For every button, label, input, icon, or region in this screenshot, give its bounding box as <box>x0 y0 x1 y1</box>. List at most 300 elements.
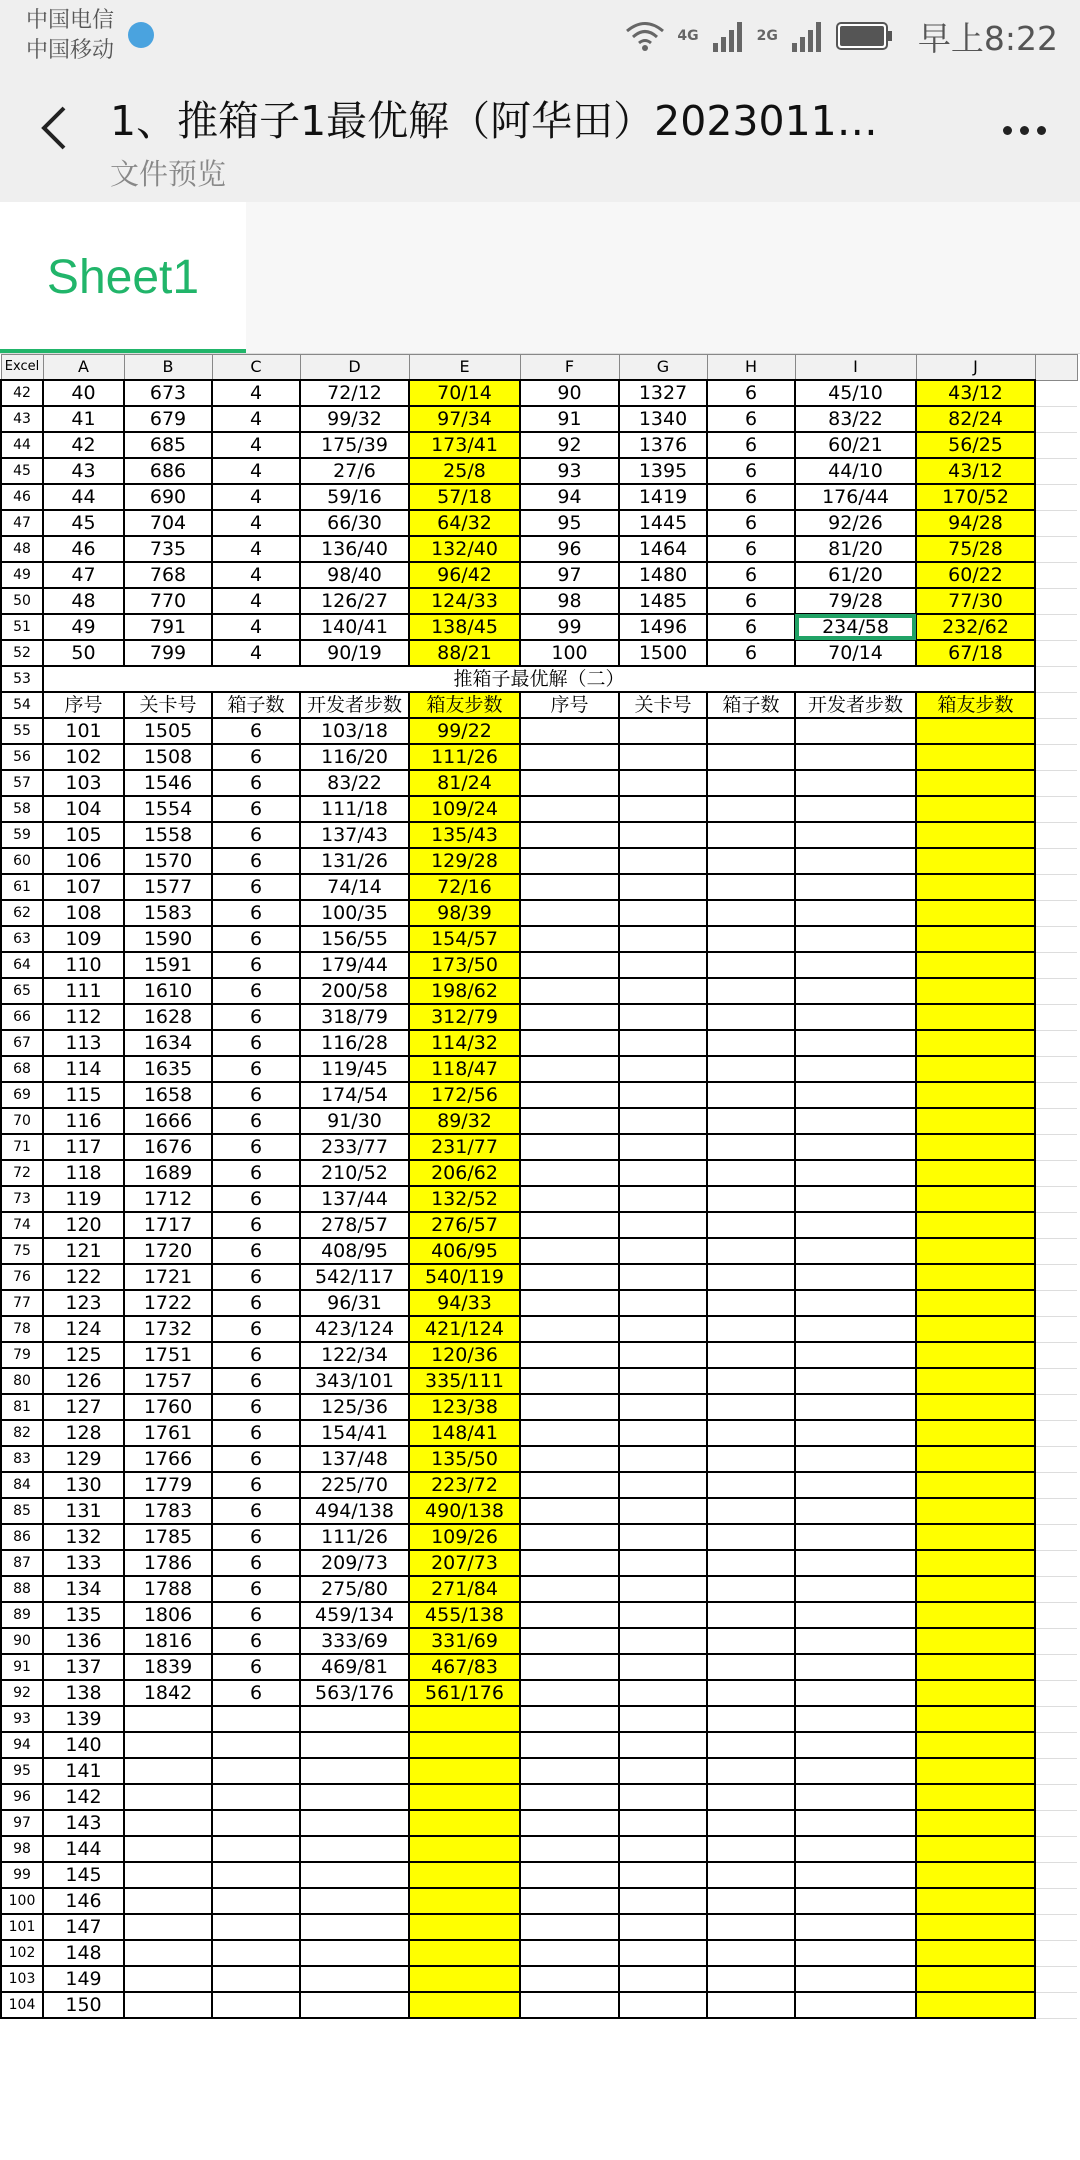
cell[interactable] <box>707 1342 795 1368</box>
cell[interactable] <box>795 1836 916 1862</box>
overflow-cell[interactable] <box>1035 1706 1077 1732</box>
cell[interactable] <box>916 796 1035 822</box>
cell[interactable]: 98/40 <box>300 562 409 588</box>
cell[interactable]: 111/18 <box>300 796 409 822</box>
row-header[interactable]: 49 <box>1 562 43 588</box>
cell[interactable] <box>409 1914 520 1940</box>
cell[interactable]: 673 <box>124 380 212 406</box>
cell[interactable]: 134 <box>43 1576 124 1602</box>
cell[interactable] <box>619 1082 707 1108</box>
column-header-e[interactable]: E <box>409 355 520 381</box>
cell[interactable]: 103 <box>43 770 124 796</box>
cell[interactable]: 119/45 <box>300 1056 409 1082</box>
cell[interactable] <box>124 1732 212 1758</box>
row-header[interactable]: 76 <box>1 1264 43 1290</box>
cell[interactable]: 128 <box>43 1420 124 1446</box>
cell[interactable] <box>520 1498 619 1524</box>
cell[interactable]: 6 <box>212 1628 300 1654</box>
cell[interactable]: 72/12 <box>300 380 409 406</box>
cell[interactable]: 125/36 <box>300 1394 409 1420</box>
cell[interactable] <box>707 848 795 874</box>
section-title-cell[interactable]: 推箱子最优解（二） <box>43 666 1035 692</box>
cell[interactable]: 1722 <box>124 1290 212 1316</box>
cell[interactable]: 131 <box>43 1498 124 1524</box>
cell[interactable]: 179/44 <box>300 952 409 978</box>
cell[interactable]: 1732 <box>124 1316 212 1342</box>
cell[interactable] <box>619 952 707 978</box>
cell[interactable]: 94/33 <box>409 1290 520 1316</box>
cell[interactable] <box>916 1940 1035 1966</box>
cell[interactable] <box>520 1966 619 1992</box>
cell[interactable]: 4 <box>212 380 300 406</box>
cell[interactable] <box>619 1628 707 1654</box>
cell[interactable] <box>916 1758 1035 1784</box>
cell[interactable] <box>916 1342 1035 1368</box>
cell[interactable]: 70/14 <box>409 380 520 406</box>
cell[interactable]: 116 <box>43 1108 124 1134</box>
cell[interactable] <box>619 718 707 744</box>
cell[interactable]: 6 <box>707 510 795 536</box>
cell[interactable]: 90 <box>520 380 619 406</box>
cell[interactable] <box>619 796 707 822</box>
cell[interactable]: 1628 <box>124 1004 212 1030</box>
cell[interactable]: 131/26 <box>300 848 409 874</box>
cell[interactable] <box>795 1186 916 1212</box>
cell[interactable] <box>409 1940 520 1966</box>
cell[interactable]: 48 <box>43 588 124 614</box>
cell[interactable] <box>124 1810 212 1836</box>
cell[interactable]: 1610 <box>124 978 212 1004</box>
cell[interactable] <box>619 848 707 874</box>
cell[interactable] <box>795 1368 916 1394</box>
cell[interactable] <box>520 1862 619 1888</box>
overflow-cell[interactable] <box>1035 1134 1077 1160</box>
cell[interactable] <box>707 1836 795 1862</box>
cell[interactable] <box>916 1784 1035 1810</box>
cell[interactable] <box>795 1784 916 1810</box>
cell[interactable]: 1634 <box>124 1030 212 1056</box>
cell[interactable] <box>795 1316 916 1342</box>
cell[interactable]: 4 <box>212 536 300 562</box>
row-header[interactable]: 103 <box>1 1966 43 1992</box>
cell[interactable]: 序号 <box>520 692 619 718</box>
cell[interactable]: 1546 <box>124 770 212 796</box>
cell[interactable] <box>619 770 707 796</box>
cell[interactable] <box>795 1628 916 1654</box>
row-header[interactable]: 82 <box>1 1420 43 1446</box>
cell[interactable] <box>619 1212 707 1238</box>
cell[interactable]: 685 <box>124 432 212 458</box>
overflow-cell[interactable] <box>1035 614 1077 640</box>
cell[interactable] <box>520 1290 619 1316</box>
cell[interactable]: 1590 <box>124 926 212 952</box>
cell[interactable]: 104 <box>43 796 124 822</box>
cell[interactable]: 124 <box>43 1316 124 1342</box>
cell[interactable] <box>795 1992 916 2018</box>
cell[interactable]: 96 <box>520 536 619 562</box>
cell[interactable]: 198/62 <box>409 978 520 1004</box>
cell[interactable]: 135/50 <box>409 1446 520 1472</box>
cell[interactable] <box>707 1810 795 1836</box>
row-header[interactable]: 93 <box>1 1706 43 1732</box>
cell[interactable]: 141 <box>43 1758 124 1784</box>
cell[interactable]: 1806 <box>124 1602 212 1628</box>
overflow-cell[interactable] <box>1035 1888 1077 1914</box>
cell[interactable]: 61/20 <box>795 562 916 588</box>
cell[interactable] <box>409 1758 520 1784</box>
cell[interactable] <box>795 1732 916 1758</box>
cell[interactable] <box>916 1576 1035 1602</box>
cell[interactable]: 1340 <box>619 406 707 432</box>
cell[interactable]: 333/69 <box>300 1628 409 1654</box>
cell[interactable]: 735 <box>124 536 212 562</box>
cell[interactable]: 81/20 <box>795 536 916 562</box>
cell[interactable]: 97/34 <box>409 406 520 432</box>
cell[interactable]: 1395 <box>619 458 707 484</box>
cell[interactable] <box>707 1472 795 1498</box>
cell[interactable]: 6 <box>212 900 300 926</box>
cell[interactable] <box>795 1680 916 1706</box>
cell[interactable]: 209/73 <box>300 1550 409 1576</box>
cell[interactable]: 122 <box>43 1264 124 1290</box>
cell[interactable]: 135/43 <box>409 822 520 848</box>
cell[interactable]: 箱子数 <box>212 692 300 718</box>
cell[interactable] <box>124 1914 212 1940</box>
cell[interactable] <box>916 1108 1035 1134</box>
overflow-cell[interactable] <box>1035 1056 1077 1082</box>
row-header[interactable]: 88 <box>1 1576 43 1602</box>
row-header[interactable]: 64 <box>1 952 43 978</box>
overflow-cell[interactable] <box>1035 796 1077 822</box>
cell[interactable]: 109/24 <box>409 796 520 822</box>
cell[interactable] <box>619 1602 707 1628</box>
cell[interactable]: 138 <box>43 1680 124 1706</box>
cell[interactable] <box>707 1316 795 1342</box>
cell[interactable]: 704 <box>124 510 212 536</box>
cell[interactable]: 111 <box>43 978 124 1004</box>
row-header[interactable]: 97 <box>1 1810 43 1836</box>
cell[interactable]: 1500 <box>619 640 707 666</box>
column-header-a[interactable]: A <box>43 355 124 381</box>
cell[interactable]: 6 <box>212 1108 300 1134</box>
cell[interactable]: 27/6 <box>300 458 409 484</box>
row-header[interactable]: 77 <box>1 1290 43 1316</box>
overflow-cell[interactable] <box>1035 822 1077 848</box>
cell[interactable]: 1570 <box>124 848 212 874</box>
overflow-cell[interactable] <box>1035 1342 1077 1368</box>
overflow-cell[interactable] <box>1035 692 1077 718</box>
cell[interactable]: 6 <box>212 1680 300 1706</box>
cell[interactable]: 6 <box>707 588 795 614</box>
cell[interactable] <box>619 1160 707 1186</box>
cell[interactable]: 118/47 <box>409 1056 520 1082</box>
cell[interactable]: 91/30 <box>300 1108 409 1134</box>
cell[interactable] <box>619 1030 707 1056</box>
cell[interactable] <box>795 1654 916 1680</box>
cell[interactable] <box>619 1680 707 1706</box>
cell[interactable]: 56/25 <box>916 432 1035 458</box>
row-header[interactable]: 81 <box>1 1394 43 1420</box>
cell[interactable] <box>707 926 795 952</box>
cell[interactable] <box>520 744 619 770</box>
cell[interactable] <box>916 822 1035 848</box>
cell[interactable]: 6 <box>212 926 300 952</box>
more-options-icon[interactable] <box>1003 126 1046 135</box>
cell[interactable] <box>619 822 707 848</box>
cell[interactable]: 6 <box>212 1030 300 1056</box>
cell[interactable]: 79/28 <box>795 588 916 614</box>
cell[interactable]: 768 <box>124 562 212 588</box>
cell[interactable]: 132 <box>43 1524 124 1550</box>
cell[interactable]: 97 <box>520 562 619 588</box>
cell[interactable]: 1786 <box>124 1550 212 1576</box>
cell[interactable]: 455/138 <box>409 1602 520 1628</box>
cell[interactable] <box>619 926 707 952</box>
cell[interactable] <box>520 1602 619 1628</box>
cell[interactable] <box>795 952 916 978</box>
row-header[interactable]: 48 <box>1 536 43 562</box>
cell[interactable] <box>795 1290 916 1316</box>
cell[interactable] <box>916 1888 1035 1914</box>
cell[interactable]: 119 <box>43 1186 124 1212</box>
cell[interactable]: 406/95 <box>409 1238 520 1264</box>
cell[interactable] <box>707 1576 795 1602</box>
cell[interactable]: 175/39 <box>300 432 409 458</box>
cell[interactable] <box>707 1888 795 1914</box>
cell[interactable]: 6 <box>212 1316 300 1342</box>
cell[interactable]: 83/22 <box>300 770 409 796</box>
overflow-cell[interactable] <box>1035 1160 1077 1186</box>
cell[interactable] <box>916 1186 1035 1212</box>
cell[interactable] <box>795 796 916 822</box>
cell[interactable] <box>916 1030 1035 1056</box>
cell[interactable]: 42 <box>43 432 124 458</box>
cell[interactable]: 233/77 <box>300 1134 409 1160</box>
cell[interactable] <box>707 1654 795 1680</box>
row-header[interactable]: 59 <box>1 822 43 848</box>
overflow-cell[interactable] <box>1035 744 1077 770</box>
cell[interactable]: 111/26 <box>409 744 520 770</box>
cell[interactable] <box>300 1706 409 1732</box>
row-header[interactable]: 58 <box>1 796 43 822</box>
cell[interactable]: 67/18 <box>916 640 1035 666</box>
cell[interactable] <box>619 1290 707 1316</box>
cell[interactable] <box>520 1576 619 1602</box>
cell[interactable] <box>795 1004 916 1030</box>
cell[interactable]: 126/27 <box>300 588 409 614</box>
cell[interactable]: 4 <box>212 614 300 640</box>
cell[interactable]: 64/32 <box>409 510 520 536</box>
cell[interactable] <box>707 900 795 926</box>
cell[interactable] <box>520 1212 619 1238</box>
cell[interactable]: 6 <box>212 822 300 848</box>
cell[interactable]: 6 <box>707 432 795 458</box>
cell[interactable]: 105 <box>43 822 124 848</box>
row-header[interactable]: 53 <box>1 666 43 692</box>
cell[interactable]: 136 <box>43 1628 124 1654</box>
cell[interactable] <box>916 744 1035 770</box>
cell[interactable] <box>619 1888 707 1914</box>
cell[interactable]: 490/138 <box>409 1498 520 1524</box>
cell[interactable]: 44 <box>43 484 124 510</box>
column-header-j[interactable]: J <box>916 355 1035 381</box>
cell[interactable] <box>520 1264 619 1290</box>
cell[interactable] <box>300 1810 409 1836</box>
cell[interactable] <box>916 1550 1035 1576</box>
cell[interactable]: 98/39 <box>409 900 520 926</box>
cell[interactable] <box>916 1680 1035 1706</box>
cell[interactable]: 540/119 <box>409 1264 520 1290</box>
cell[interactable]: 箱子数 <box>707 692 795 718</box>
cell[interactable] <box>520 1420 619 1446</box>
cell[interactable]: 148 <box>43 1940 124 1966</box>
cell[interactable]: 561/176 <box>409 1680 520 1706</box>
cell[interactable]: 231/77 <box>409 1134 520 1160</box>
row-header[interactable]: 51 <box>1 614 43 640</box>
row-header[interactable]: 67 <box>1 1030 43 1056</box>
cell[interactable] <box>520 1342 619 1368</box>
cell[interactable]: 132/40 <box>409 536 520 562</box>
cell[interactable]: 6 <box>212 1160 300 1186</box>
cell[interactable]: 132/52 <box>409 1186 520 1212</box>
cell[interactable] <box>707 1550 795 1576</box>
row-header[interactable]: 91 <box>1 1654 43 1680</box>
cell[interactable] <box>916 1914 1035 1940</box>
cell[interactable] <box>520 1628 619 1654</box>
cell[interactable] <box>707 1992 795 2018</box>
cell[interactable]: 140/41 <box>300 614 409 640</box>
cell[interactable] <box>916 1316 1035 1342</box>
cell[interactable]: 1757 <box>124 1368 212 1394</box>
cell[interactable]: 44/10 <box>795 458 916 484</box>
cell[interactable]: 102 <box>43 744 124 770</box>
cell[interactable] <box>212 1940 300 1966</box>
cell[interactable] <box>795 1108 916 1134</box>
cell[interactable]: 129 <box>43 1446 124 1472</box>
cell[interactable]: 46 <box>43 536 124 562</box>
row-header[interactable]: 54 <box>1 692 43 718</box>
cell[interactable]: 6 <box>212 1056 300 1082</box>
row-header[interactable]: 94 <box>1 1732 43 1758</box>
cell[interactable]: 114/32 <box>409 1030 520 1056</box>
cell[interactable]: 123/38 <box>409 1394 520 1420</box>
cell[interactable]: 176/44 <box>795 484 916 510</box>
cell[interactable]: 1496 <box>619 614 707 640</box>
cell[interactable] <box>619 1966 707 1992</box>
cell[interactable]: 172/56 <box>409 1082 520 1108</box>
cell[interactable] <box>916 1394 1035 1420</box>
cell[interactable]: 43/12 <box>916 458 1035 484</box>
column-header-h[interactable]: H <box>707 355 795 381</box>
cell[interactable] <box>916 978 1035 1004</box>
cell[interactable]: 关卡号 <box>619 692 707 718</box>
cell[interactable]: 147 <box>43 1914 124 1940</box>
cell[interactable]: 173/41 <box>409 432 520 458</box>
cell[interactable] <box>795 1524 916 1550</box>
cell[interactable]: 1689 <box>124 1160 212 1186</box>
cell[interactable]: 146 <box>43 1888 124 1914</box>
row-header[interactable]: 74 <box>1 1212 43 1238</box>
row-header[interactable]: 42 <box>1 380 43 406</box>
cell[interactable]: 开发者步数 <box>300 692 409 718</box>
cell[interactable] <box>409 1810 520 1836</box>
overflow-cell[interactable] <box>1035 1758 1077 1784</box>
cell[interactable] <box>409 1732 520 1758</box>
cell[interactable]: 77/30 <box>916 588 1035 614</box>
cell[interactable]: 66/30 <box>300 510 409 536</box>
cell[interactable] <box>795 1082 916 1108</box>
cell[interactable] <box>520 1706 619 1732</box>
cell[interactable] <box>212 1732 300 1758</box>
cell[interactable]: 686 <box>124 458 212 484</box>
cell[interactable]: 6 <box>707 380 795 406</box>
cell[interactable]: 90/19 <box>300 640 409 666</box>
overflow-cell[interactable] <box>1035 536 1077 562</box>
cell[interactable]: 125 <box>43 1342 124 1368</box>
cell[interactable]: 1445 <box>619 510 707 536</box>
overflow-cell[interactable] <box>1035 1550 1077 1576</box>
cell[interactable] <box>520 1888 619 1914</box>
cell[interactable] <box>707 1394 795 1420</box>
cell[interactable] <box>707 1056 795 1082</box>
cell[interactable] <box>707 1212 795 1238</box>
cell[interactable]: 4 <box>212 562 300 588</box>
cell[interactable] <box>916 1654 1035 1680</box>
cell[interactable] <box>619 1108 707 1134</box>
overflow-cell[interactable] <box>1035 1914 1077 1940</box>
cell[interactable] <box>619 1706 707 1732</box>
row-header[interactable]: 71 <box>1 1134 43 1160</box>
cell[interactable]: 331/69 <box>409 1628 520 1654</box>
cell[interactable] <box>520 1550 619 1576</box>
cell[interactable] <box>795 1862 916 1888</box>
cell[interactable] <box>795 1602 916 1628</box>
cell[interactable] <box>916 1368 1035 1394</box>
cell[interactable]: 57/18 <box>409 484 520 510</box>
row-header[interactable]: 65 <box>1 978 43 1004</box>
cell[interactable]: 467/83 <box>409 1654 520 1680</box>
cell[interactable] <box>707 1446 795 1472</box>
cell[interactable] <box>707 1498 795 1524</box>
overflow-cell[interactable] <box>1035 1264 1077 1290</box>
row-header[interactable]: 85 <box>1 1498 43 1524</box>
overflow-cell[interactable] <box>1035 1576 1077 1602</box>
cell[interactable]: 206/62 <box>409 1160 520 1186</box>
row-header[interactable]: 66 <box>1 1004 43 1030</box>
cell[interactable] <box>409 1706 520 1732</box>
cell[interactable] <box>212 1992 300 2018</box>
cell[interactable] <box>520 1758 619 1784</box>
cell[interactable]: 99/32 <box>300 406 409 432</box>
cell[interactable]: 88/21 <box>409 640 520 666</box>
cell[interactable] <box>520 1238 619 1264</box>
cell[interactable]: 232/62 <box>916 614 1035 640</box>
column-header-g[interactable]: G <box>619 355 707 381</box>
cell[interactable]: 96/31 <box>300 1290 409 1316</box>
cell[interactable]: 82/24 <box>916 406 1035 432</box>
overflow-cell[interactable] <box>1035 1186 1077 1212</box>
cell[interactable] <box>300 1940 409 1966</box>
cell[interactable]: 421/124 <box>409 1316 520 1342</box>
cell[interactable]: 1658 <box>124 1082 212 1108</box>
cell[interactable]: 95 <box>520 510 619 536</box>
cell[interactable] <box>707 822 795 848</box>
cell[interactable]: 94/28 <box>916 510 1035 536</box>
cell[interactable]: 1766 <box>124 1446 212 1472</box>
cell[interactable]: 1751 <box>124 1342 212 1368</box>
cell[interactable]: 142 <box>43 1784 124 1810</box>
cell[interactable] <box>707 874 795 900</box>
